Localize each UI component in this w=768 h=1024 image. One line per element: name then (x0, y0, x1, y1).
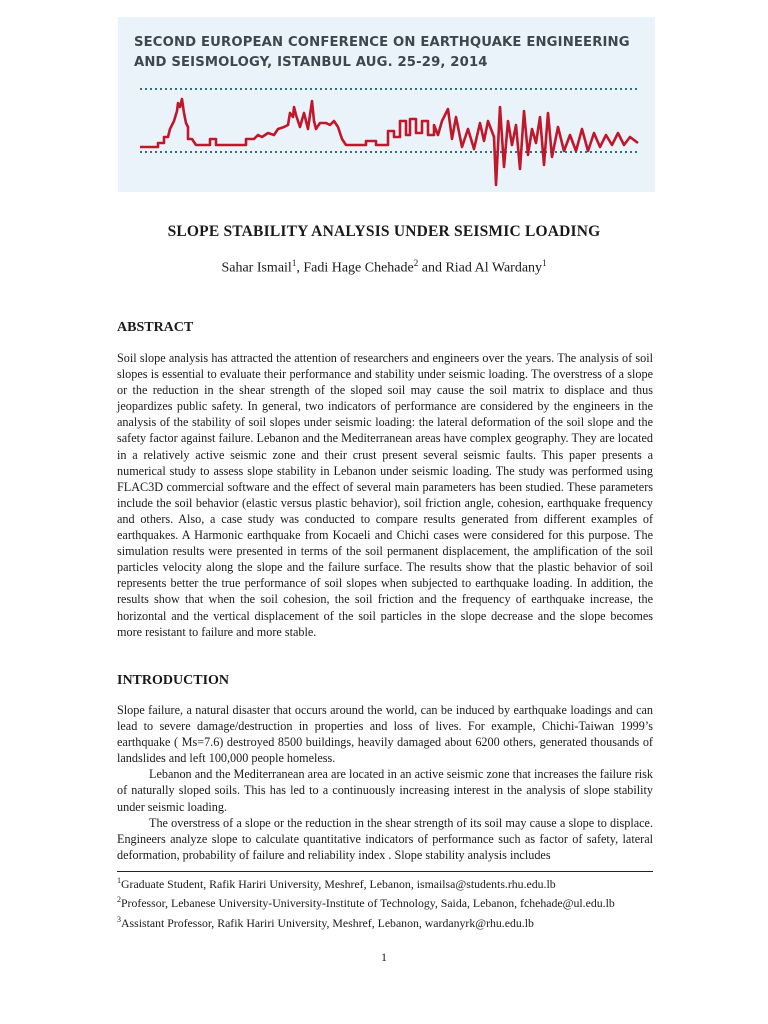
author-separator: and (418, 260, 446, 276)
footnotes (117, 873, 653, 931)
conference-banner (118, 17, 655, 192)
footnote (117, 873, 653, 892)
introduction-body (117, 702, 653, 863)
footnote-mark: 1 (117, 876, 121, 885)
footnote-mark: 3 (117, 914, 121, 924)
author-name: Riad Al Wardany (445, 260, 543, 276)
author-name: Fadi Hage Chehade (303, 260, 414, 276)
seismic-wave-line (140, 99, 638, 185)
paper-title: SLOPE STABILITY ANALYSIS UNDER SEISMIC LOADING (167, 223, 601, 240)
page-number: 1 (381, 950, 387, 964)
introduction-paragraph: Lebanon and the Mediterranean area are located in an active seismic zone that increases the failure risk of naturally sloped soils. This has led to a continuously increasing interest in the analysis of slope stability under seismic loading. (117, 767, 653, 814)
footnote-text: Professor, Lebanese University-University-Institute of Technology, Saida, Lebanon, fchehade@ul.edu.lb (121, 896, 615, 911)
author-name: Sahar Ismail (221, 260, 292, 276)
author-affiliation-mark: 2 (413, 258, 419, 268)
author-affiliation-mark: 1 (291, 258, 297, 268)
footnote-text: Graduate Student, Rafik Hariri University, Meshref, Lebanon, ismailsa@students.rhu.edu.lb (121, 876, 556, 891)
footnote (117, 892, 653, 911)
conference-title-line-1: SECOND EUROPEAN CONFERENCE ON EARTHQUAKE ENGINEERING (134, 35, 630, 50)
introduction-paragraph: The overstress of a slope or the reduction in the shear strength of its soil may cause a slope to displace. Engineers analyze slope to calculate quantitative indicators of performance such as factor of safety, lateral deformation, probability of failure and reliability index . Slope stability analysis includes (117, 815, 653, 862)
footnote-mark: 2 (117, 895, 121, 905)
footnote-text: Assistant Professor, Rafik Hariri University, Meshref, Lebanon, wardanyrk@rhu.edu.lb (121, 915, 534, 930)
author-affiliation-mark: 1 (542, 258, 547, 268)
abstract-heading: ABSTRACT (117, 320, 194, 335)
footnote (117, 912, 653, 931)
introduction-heading: INTRODUCTION (117, 673, 230, 688)
introduction-paragraph: Slope failure, a natural disaster that occurs around the world, can be induced by earthquake loadings and can lead to severe damage/destruction in properties and loss of lives. For example, Chichi-Taiwan 1999’s earthquake ( Ms=7.6) destroyed 8500 buildings, heavily damaged about 6200 others, generated thousands of landslides and left 100,000 people homeless. (117, 703, 653, 766)
seismogram-graphic (118, 17, 655, 192)
abstract-text: Soil slope analysis has attracted the attention of researchers and engineers over the years. The analysis of soil slopes is essential to evaluate their performance and stability under seismic loading. The overstress of a slope or the reduction in the shear strength of the sloped soil may cause the soil matrix to displace and thus jeopardizes public safety. In general, two indicators of performance are considered by the engineers in the analysis of the stability of soil slopes under seismic loading: the lateral deformation of the soil slope and the safety factor against failure. Lebanon and the Mediterranean areas have complex geography. They are located in a relatively active seismic zone and their crust present several seismic faults. This paper presents a numerical study to assess slope stability in Lebanon under seismic loading. The study was performed using FLAC3D commercial software and the effect of several main parameters has been studied. These parameters include the soil behavior (elastic versus plastic behavior), soil friction angle, cohesion, earthquake frequency and others. Also, a case study was conducted to compare results generated from different examples of earthquakes. A Harmonic earthquake from Kocaeli and Chichi cases were considered for this purpose. The simulation results were presented in terms of the soil permanent displacement, the amplification of the soil particles velocity along the slope and the failure surface. The results show that the plastic behavior of soil represents better the true performance of soil slopes when subjected to earthquake loading. In addition, the results show that when the soil cohesion, the soil friction and the frequency of earthquake increase, the horizontal and the vertical displacement of the soil particles in the slope decrease and the slope becomes more resistant to failure and more stable. (117, 351, 653, 639)
author-line (0, 258, 768, 277)
footnote-separator (117, 871, 653, 872)
conference-title-line-2: AND SEISMOLOGY, ISTANBUL AUG. 25-29, 2014 (134, 55, 488, 70)
author-separator: , (296, 260, 304, 276)
